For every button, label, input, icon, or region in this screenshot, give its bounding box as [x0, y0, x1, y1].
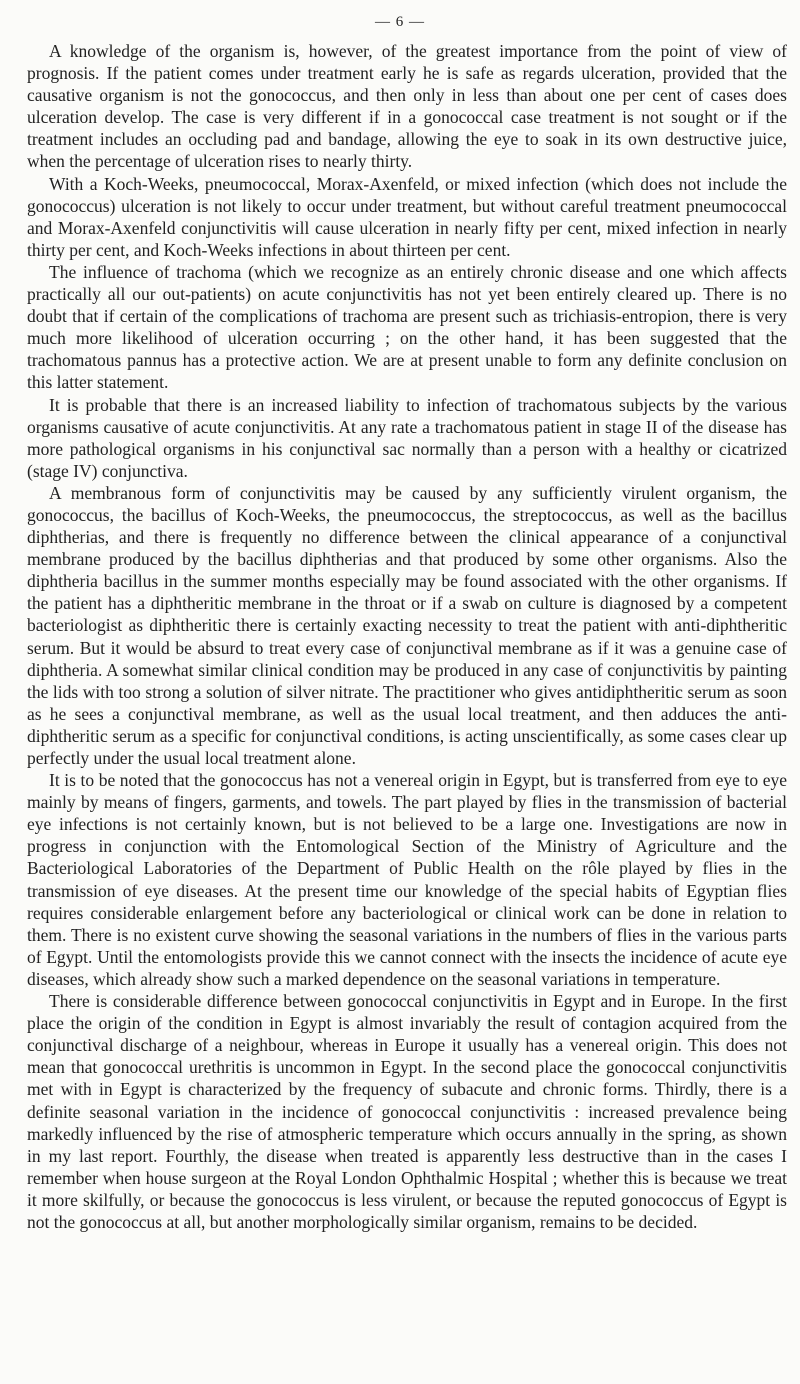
- page-number: — 6 —: [375, 14, 425, 30]
- paragraph-liability: It is probable that there is an increased liability to infection of trachomatous subjects by the various organisms causative of acute conjunctivitis. At any rate a trachomatous patient in stage II of the disease has more pathological organisms in his conjunctival sac normally than a person with a healthy or cicatrized (stage IV) conjunctiva.: [27, 394, 787, 481]
- paragraph-gonococcus-origin: It is to be noted that the gonococcus has not a venereal origin in Egypt, but is transferred from eye to eye mainly by means of fingers, garments, and towels. The part played by flies in the transmission of bacterial eye infections is not certainly known, but is not believed to be a large one. Investigations are now in progress in conjunction with the Entomological Section of the Ministry of Agriculture and the Bacteriological Laboratories of the Department of Public Health on the rôle played by flies in the transmission of eye diseases. At the present time our knowledge of the special habits of Egyptian flies requires considerable enlargement before any bacteriological or clinical work can be done in relation to them. There is no existent curve showing the seasonal variations in the numbers of flies in the various parts of Egypt. Until the entomologists provide this we cannot connect with the insects the incidence of acute eye diseases, which already show such a marked dependence on the seasonal variations in temperature.: [27, 770, 787, 989]
- paragraph-egypt-europe: There is considerable difference between gonococcal conjunctivitis in Egypt and in Europe. In the first place the origin of the condition in Egypt is almost invariably the result of contagion acquired from the conjunctival discharge of a neighbour, whereas in Europe it usually has a venereal origin. This does not mean that gonococcal urethritis is uncommon in Egypt. In the second place the gonococcal conjunctivitis met with in Egypt is characterized by the frequency of subacute and chronic forms. Thirdly, there is a definite seasonal variation in the incidence of gonococcal conjunctivitis : increased prevalence being markedly influenced by the rise of atmospheric temperature which occurs annually in the spring, as shown in my last report. Fourthly, the disease when treated is apparently less destructive than in the cases I remember when house surgeon at the Royal London Ophthalmic Hospital ; whether this is because we treat it more skilfully, or because the gonococcus is less virulent, or because the reputed gonococcus of Egypt is not the gonococcus at all, but another morphologically similar organism, remains to be decided.: [27, 991, 787, 1232]
- paragraph-trachoma: The influence of trachoma (which we recognize as an entirely chronic disease and one which affects practically all our out-patients) on acute conjunctivitis has not yet been entirely cleared up. There is no doubt that if certain of the complications of trachoma are present such as trichiasis-entropion, there is very much more likelihood of ulceration occurring ; on the other hand, it has been suggested that the trachomatous pannus has a protective action. We are at present unable to form any definite conclusion on this latter statement.: [27, 261, 787, 393]
- paragraph-prognosis: A knowledge of the organism is, however, of the greatest importance from the point of view of prognosis. If the patient comes under treatment early he is safe as regards ulceration, provided that the causative organism is not the gonococcus, and then only in less than about one per cent of cases does ulceration develop. The case is very different if in a gonococcal case treatment is not sought or if the treatment includes an occluding pad and bandage, allowing the eye to soak in its own destructive juice, when the percentage of ulceration rises to nearly thirty.: [27, 41, 787, 172]
- body-text: [27, 40, 787, 1233]
- paragraph-membranous: A membranous form of conjunctivitis may be caused by any sufficiently virulent organism, the gonococcus, the bacillus of Koch-Weeks, the pneumococcus, the streptococcus, as well as the bacillus diphtherias, and there is frequently no difference between the clinical appearance of a conjunctival membrane produced by the bacillus diphtherias and that produced by some other organisms. Also the diphtheria bacillus in the summer months especially may be found associated with the other organisms. If the patient has a diphtheritic membrane in the throat or if a swab on culture is diagnosed by a competent bacteriologist as diphtheritic there is certainly exacting necessity to treat the patient with anti-diphtheritic serum. But it would be absurd to treat every case of conjunctival membrane as if it was a genuine case of diphtheria. A somewhat similar clinical condition may be produced in any case of conjunctivitis by painting the lids with too strong a solution of silver nitrate. The practitioner who gives antidiphtheritic serum as soon as he sees a conjunctival membrane, as well as the usual local treatment, and then adduces the anti-diphtheritic serum as a specific for conjunctival conditions, is acting unscientifically, as some cases clear up perfectly under the usual local treatment alone.: [27, 482, 787, 768]
- paragraph-koch-weeks: With a Koch-Weeks, pneumococcal, Morax-Axenfeld, or mixed infection (which does not include the gonococcus) ulceration is not likely to occur under treatment, but without careful treatment pneumococcal and Morax-Axenfeld conjunctivitis will cause ulceration in nearly fifty per cent, mixed infection in nearly thirty per cent, and Koch-Weeks infections in about thirteen per cent.: [27, 173, 787, 260]
